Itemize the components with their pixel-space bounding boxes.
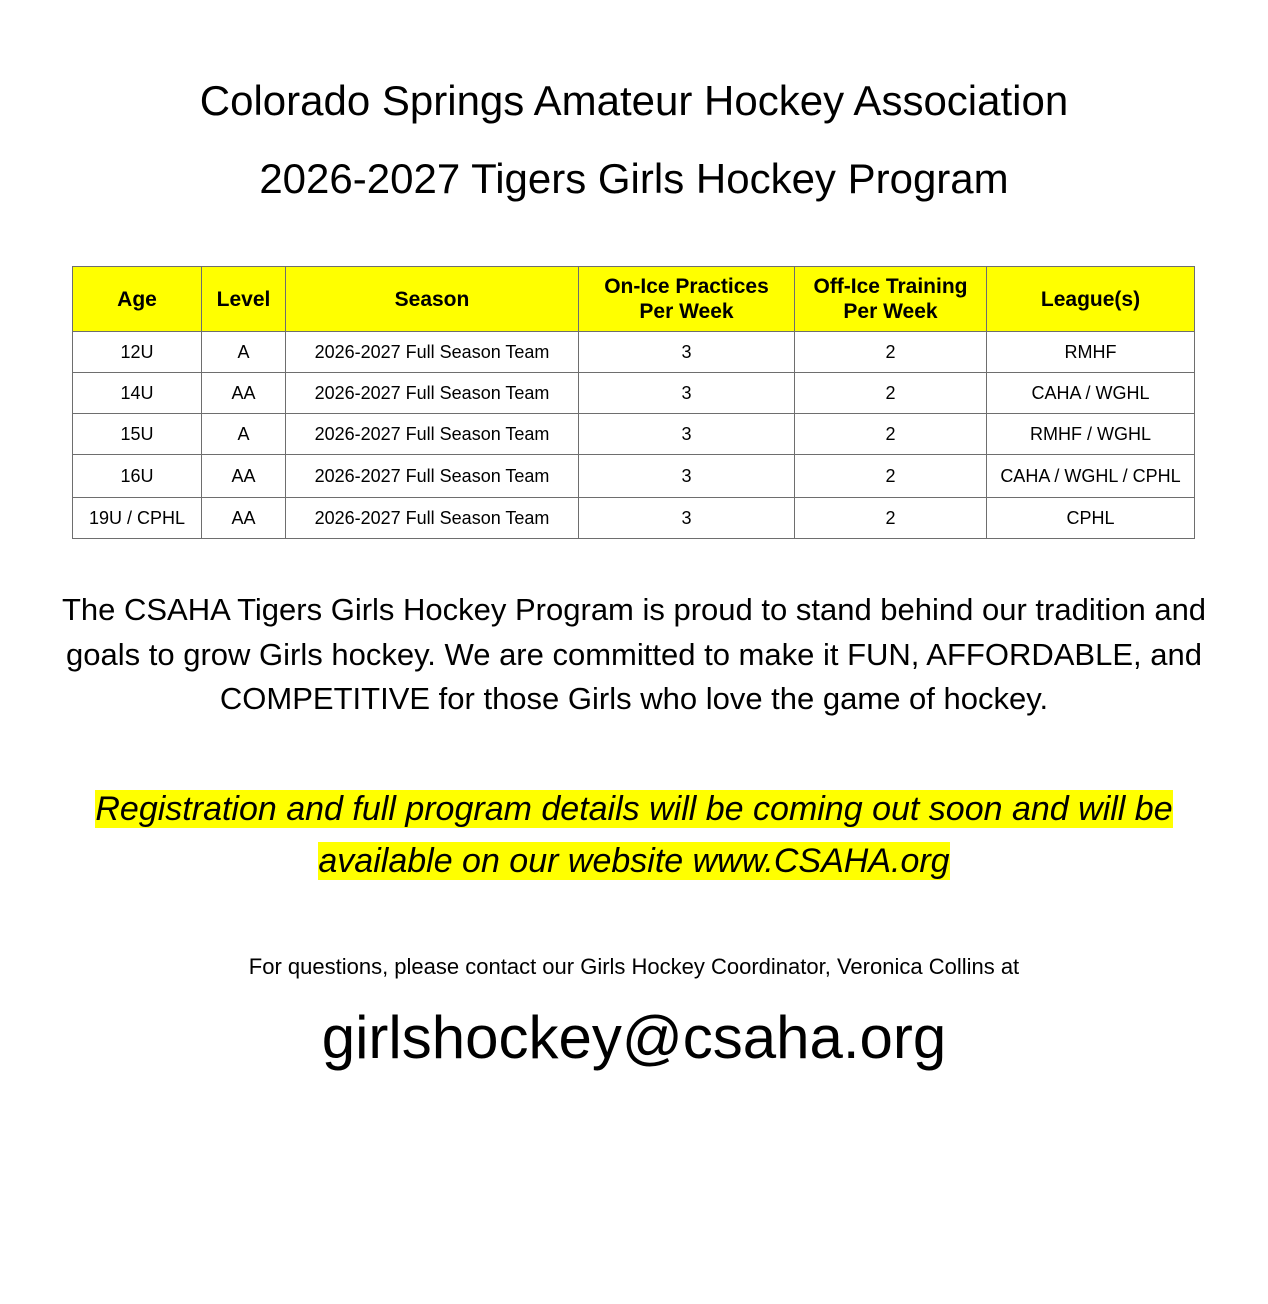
- cell-on-ice: 3: [579, 332, 795, 373]
- header-on-ice-practices: On-Ice Practices Per Week: [579, 267, 795, 332]
- cell-season: 2026-2027 Full Season Team: [286, 373, 579, 414]
- cell-level: AA: [202, 498, 286, 539]
- table-row: [73, 498, 1195, 539]
- cell-age: 15U: [73, 414, 202, 455]
- cell-on-ice: 3: [579, 498, 795, 539]
- contact-email: girlshockey@csaha.org: [321, 1004, 947, 1071]
- header-level: Level: [202, 267, 286, 332]
- cell-leagues: CAHA / WGHL: [987, 373, 1195, 414]
- cell-leagues: RMHF: [987, 332, 1195, 373]
- table-header-row: [73, 267, 1195, 332]
- cell-season: 2026-2027 Full Season Team: [286, 455, 579, 498]
- cell-level: AA: [202, 373, 286, 414]
- organization-title: Colorado Springs Amateur Hockey Association: [199, 77, 1069, 124]
- cell-age: 16U: [73, 455, 202, 498]
- contact-text: For questions, please contact our Girls Hockey Coordinator, Veronica Collins at: [248, 954, 1020, 979]
- header-season: Season: [286, 267, 579, 332]
- cell-on-ice: 3: [579, 373, 795, 414]
- cell-off-ice: 2: [795, 414, 987, 455]
- header-age: Age: [73, 267, 202, 332]
- cell-off-ice: 2: [795, 373, 987, 414]
- cell-on-ice: 3: [579, 455, 795, 498]
- cell-level: A: [202, 332, 286, 373]
- table-row: [73, 332, 1195, 373]
- program-title: 2026-2027 Tigers Girls Hockey Program: [259, 155, 1009, 202]
- table-row: [73, 373, 1195, 414]
- header-leagues: League(s): [987, 267, 1195, 332]
- cell-leagues: RMHF / WGHL: [987, 414, 1195, 455]
- cell-leagues: CPHL: [987, 498, 1195, 539]
- cell-leagues: CAHA / WGHL / CPHL: [987, 455, 1195, 498]
- program-description: The CSAHA Tigers Girls Hockey Program is proud to stand behind our tradition and goals to grow Girls hockey. We are committed to make it FUN, AFFORDABLE, and COMPETITIVE for those Girls who love the game of hockey.: [61, 592, 1207, 716]
- cell-season: 2026-2027 Full Season Team: [286, 498, 579, 539]
- registration-notice: [60, 783, 1208, 887]
- program-table: [72, 266, 1195, 539]
- cell-age: 19U / CPHL: [73, 498, 202, 539]
- table-row: [73, 414, 1195, 455]
- cell-season: 2026-2027 Full Season Team: [286, 332, 579, 373]
- cell-off-ice: 2: [795, 455, 987, 498]
- table-row: [73, 455, 1195, 498]
- cell-off-ice: 2: [795, 332, 987, 373]
- registration-notice-text: Registration and full program details will be coming out soon and will be available on our website www.CSAHA.org: [95, 790, 1173, 880]
- cell-off-ice: 2: [795, 498, 987, 539]
- cell-age: 12U: [73, 332, 202, 373]
- cell-level: A: [202, 414, 286, 455]
- cell-age: 14U: [73, 373, 202, 414]
- cell-level: AA: [202, 455, 286, 498]
- cell-on-ice: 3: [579, 414, 795, 455]
- cell-season: 2026-2027 Full Season Team: [286, 414, 579, 455]
- header-off-ice-training: Off-Ice Training Per Week: [795, 267, 987, 332]
